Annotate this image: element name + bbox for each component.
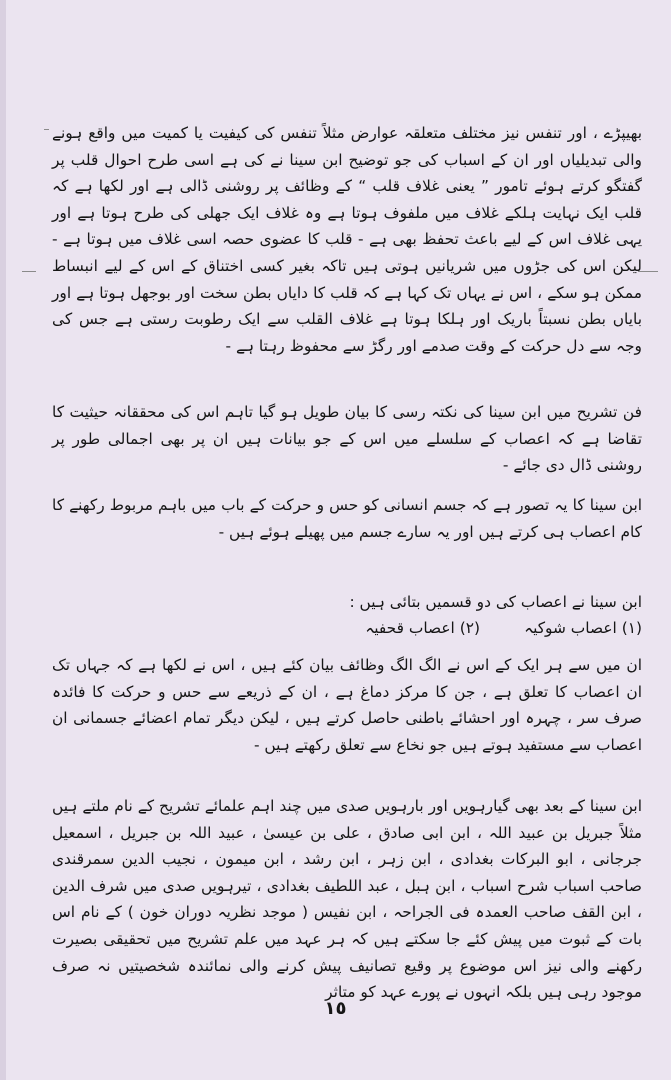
page-edge-shadow — [0, 0, 6, 1080]
paragraph-nerve-functions: ان میں سے ہر ایک کے اس نے الگ الگ وظائف بیان کئے ہیں ، اس نے لکھا ہے کہ جہاں تک ان اعصاب کا تعلق ہے ، جن کا مرکز دماغ ہے ، ان کے ذریعے سے حس و حرکت کا فائدہ صرف سر ، چہرہ اور احشائے باطنی حاصل کرتے ہیں ، لیکن دیگر تمام اعضائے جسمانی ان اعصاب سے مستفید ہوتے ہیں جو نخاع سے تعلق رکھتے ہیں - — [52, 656, 642, 754]
paragraph-later-anatomists: ابن سینا کے بعد بھی گیارہویں اور بارہویں صدی میں چند اہم علمائے تشریح کے نام ملتے ہیں مثلاً جبریل بن عبید اللہ ، ابن ابی صادق ، علی بن عیسیٰ ، عبید اللہ بن جبریل ، اسمعیل جرجانی ، ابو البرکات بغدادی ، ابن زہر ، ابن رشد ، ابن میمون ، نجیب الدین سمرقندی صاحب اسباب شرح اسباب ، ابن ہبل ، عبد اللطیف بغدادی ، تیرہویں صدی میں شرف الدین ، ابن القف صاحب العمدہ فی الجراحہ ، ابن نفیس ( موجد نظریہ دوران خون ) کے نام اس بات کے ثبوت میں پیش کئے جا سکتے ہیں کہ ہر عہد میں علم تشریح میں تحقیقی بصیرت رکھنے والی نیز اس موضوع پر وقیع تصانیف پیش کرنے والی نمائندہ شخصیتیں نہ صرف موجود رہی ہیں بلکہ انہوں نے پورے عہد کو متاثر — [52, 797, 642, 1002]
list-item-number: (١) — [621, 619, 642, 637]
page-number: ١٥ — [324, 998, 347, 1019]
list-item — [365, 615, 480, 641]
nerve-types-list — [270, 615, 642, 641]
list-item-number: (٢) — [459, 619, 481, 637]
paragraph-nerves-concept: ابن سینا کا یہ تصور ہے کہ جسم انسانی کو حس و حرکت کے باب میں باہم مربوط رکھنے کا کام اعصاب ہی کرتے ہیں اور یہ سارے جسم میں پھیلے ہوئے ہیں - — [52, 496, 642, 541]
list-item — [524, 615, 642, 641]
paragraph-heart-membrane: بھیپڑے ، اور تنفس نیز مختلف متعلقہ عوارض مثلاً تنفس کی کیفیت یا کمیت میں واقع ہونے والی تبدیلیاں اور ان کے اسباب کی جو توضیح ابن سینا نے کی ہے اسی طرح احوال قلب پر گفتگو کرتے ہوئے تامور ” یعنی غلاف قلب “ کے وظائف پر روشنی ڈالی ہے اور لکھا ہے کہ قلب ایک نہایت ہلکے غلاف میں ملفوف ہوتا ہے وہ غلاف ایک جھلی کی طرح ہوتا ہے اور یہی غلاف اس کے لیے باعث تحفظ بھی ہے - قلب کا عضوی حصہ اسی غلاف میں ہوتا ہے - لیکن اس کی جڑوں میں شریانیں ہوتی ہیں تاکہ بغیر کسی اختناق کے اس کے لیے انبساط ممکن ہو سکے ، اس نے یہاں تک کہا ہے کہ قلب کا دایاں بطن سخت اور بوجھل ہوتا ہے اور بایاں بطن نسبتاً باریک اور ہلکا ہوتا ہے غلاف القلب سے ایک رطوبت رستی ہے جس کی وجہ سے دل حرکت کے وقت صدمے اور رگڑ سے محفوظ رہتا ہے - — [52, 124, 642, 355]
list-item-label: اعصاب شوکیہ — [524, 619, 617, 637]
paragraph-nerve-kinds: ابن سینا نے اعصاب کی دو قسمیں بتائی ہیں : — [349, 593, 642, 611]
margin-mark — [22, 271, 36, 272]
margin-mark — [44, 129, 49, 130]
paragraph-nerves-intro: فن تشریح میں ابن سینا کی نکتہ رسی کا بیان طویل ہو گیا تاہم اس کی محققانہ حیثیت کا تقاضا ہے کہ اعصاب کے سلسلے میں اس کے جو بیانات ہیں ان پر بھی اجمالی طور پر روشنی ڈال دی جائے - — [52, 403, 642, 475]
list-item-label: اعصاب قحفیہ — [365, 619, 455, 637]
